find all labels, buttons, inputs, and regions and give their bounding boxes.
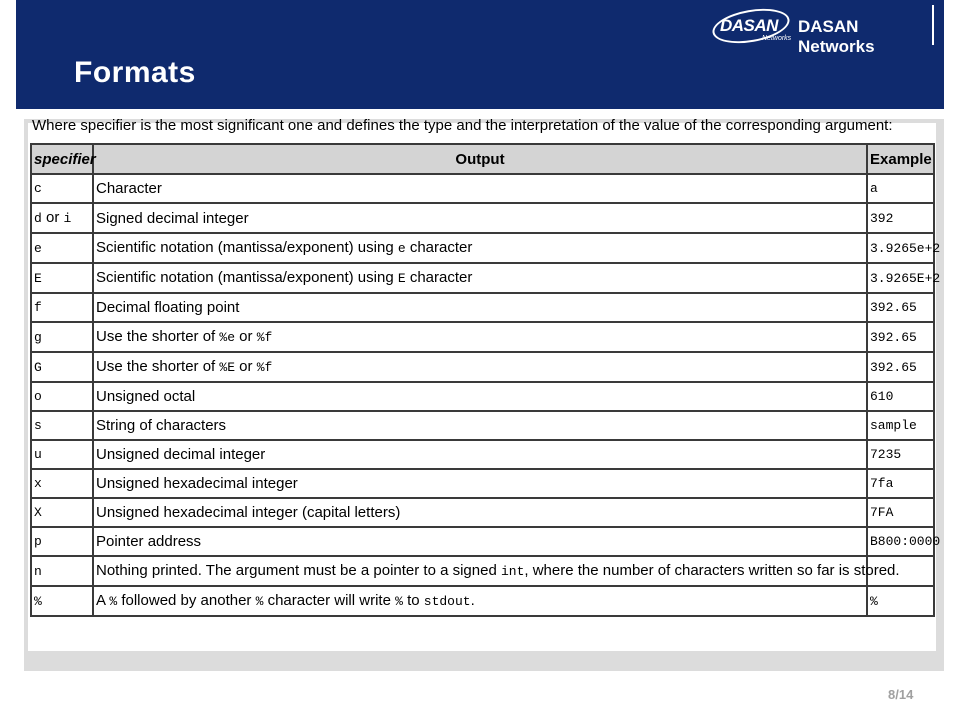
specifier-cell: d or i xyxy=(31,203,93,233)
table-row xyxy=(31,440,934,469)
table-body xyxy=(31,174,941,616)
output-cell: Decimal floating point xyxy=(93,293,867,322)
example-cell: sample xyxy=(867,411,934,440)
specifier-cell: s xyxy=(31,411,93,440)
table-row xyxy=(31,174,934,203)
example-cell: 392.65 xyxy=(867,322,934,352)
table-row xyxy=(31,263,934,293)
example-cell: 7FA xyxy=(867,498,934,527)
cut-off-intro-line xyxy=(32,117,932,140)
table-row xyxy=(31,556,934,586)
example-cell: 392 xyxy=(867,203,934,233)
table-row xyxy=(31,469,934,498)
output-cell: A % followed by another % character will write % to stdout. xyxy=(93,586,867,616)
format-specifier-table xyxy=(30,143,941,617)
example-cell: 3.9265E+2 xyxy=(867,263,934,293)
table-header-row xyxy=(31,144,934,174)
output-cell: Pointer address xyxy=(93,527,867,556)
specifier-cell: g xyxy=(31,322,93,352)
example-cell: 3.9265e+2 xyxy=(867,233,934,263)
example-cell: % xyxy=(867,586,934,616)
table-row xyxy=(31,293,934,322)
output-cell: Nothing printed. The argument must be a pointer to a signed int, where the number of characters written so far is stored. xyxy=(93,556,867,586)
logo-divider xyxy=(932,5,934,45)
slide-title: Formats xyxy=(74,56,196,89)
example-cell: 610 xyxy=(867,382,934,411)
specifier-cell: u xyxy=(31,440,93,469)
output-cell: String of characters xyxy=(93,411,867,440)
specifier-cell: E xyxy=(31,263,93,293)
output-cell: Character xyxy=(93,174,867,203)
example-cell: 7235 xyxy=(867,440,934,469)
header-example: Example xyxy=(867,144,934,174)
header-output: Output xyxy=(93,144,867,174)
dasan-logo xyxy=(712,6,934,56)
table-row xyxy=(31,352,934,382)
specifier-cell: p xyxy=(31,527,93,556)
output-cell: Use the shorter of %E or %f xyxy=(93,352,867,382)
specifier-cell: o xyxy=(31,382,93,411)
example-cell: 392.65 xyxy=(867,352,934,382)
example-cell: B800:0000 xyxy=(867,527,934,556)
output-cell: Unsigned octal xyxy=(93,382,867,411)
output-cell: Scientific notation (mantissa/exponent) using E character xyxy=(93,263,867,293)
table-row xyxy=(31,382,934,411)
table-row xyxy=(31,498,934,527)
specifier-cell: X xyxy=(31,498,93,527)
output-cell: Unsigned hexadecimal integer (capital letters) xyxy=(93,498,867,527)
specifier-cell: f xyxy=(31,293,93,322)
logo-company-name: DASAN Networks xyxy=(798,17,875,56)
intro-fragment: Where specifier is the most significant one and defines the type and the interpretation of the value of the corresponding argument: xyxy=(32,117,893,134)
output-cell: Use the shorter of %e or %f xyxy=(93,322,867,352)
table-row xyxy=(31,233,934,263)
format-table-image xyxy=(28,117,941,651)
specifier-cell: n xyxy=(31,556,93,586)
example-cell: 392.65 xyxy=(867,293,934,322)
output-cell: Signed decimal integer xyxy=(93,203,867,233)
output-cell: Unsigned hexadecimal integer xyxy=(93,469,867,498)
table-row xyxy=(31,203,934,233)
specifier-cell: e xyxy=(31,233,93,263)
specifier-cell: x xyxy=(31,469,93,498)
output-cell: Unsigned decimal integer xyxy=(93,440,867,469)
table-row xyxy=(31,527,934,556)
table-row xyxy=(31,586,934,616)
example-cell: a xyxy=(867,174,934,203)
specifier-cell: c xyxy=(31,174,93,203)
header-specifier: specifier xyxy=(31,144,93,174)
logo-sub-text: Networks xyxy=(762,35,792,42)
page-number: 8/14 xyxy=(888,687,914,702)
table-row xyxy=(31,322,934,352)
logo-mark-text: DASAN xyxy=(720,16,778,35)
content-frame xyxy=(24,119,944,671)
output-cell: Scientific notation (mantissa/exponent) using e character xyxy=(93,233,867,263)
example-cell: 7fa xyxy=(867,469,934,498)
specifier-cell: % xyxy=(31,586,93,616)
table-row xyxy=(31,411,934,440)
specifier-cell: G xyxy=(31,352,93,382)
